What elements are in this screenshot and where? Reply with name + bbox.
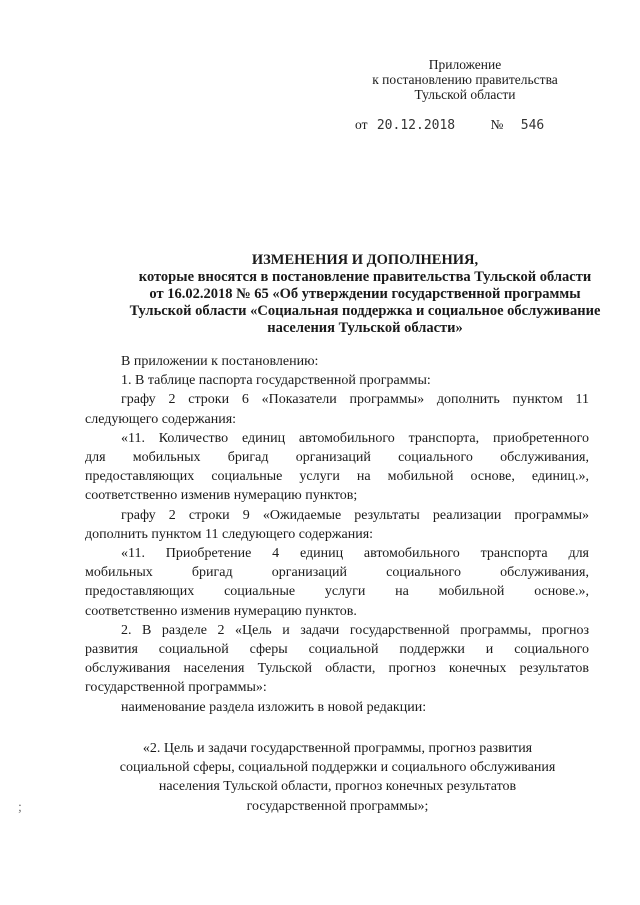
section-title-quote <box>90 739 585 816</box>
paragraph-4-line-3: предоставляющих социальные услуги на мобильной основе, единиц.», <box>85 469 589 485</box>
title-line-3: от 16.02.2018 № 65 «Об утверждении государственной программы <box>149 286 581 302</box>
document-date: 20.12.2018 <box>376 118 456 133</box>
paragraph-6-line-3: предоставляющих социальные услуги на мобильной основе.», <box>85 584 589 600</box>
paragraph-7-line-2: развития социальной сферы социальной поддержки и социального <box>85 642 589 658</box>
document-body <box>85 352 589 717</box>
document-number: 546 <box>520 118 545 133</box>
paragraph-7-line-1: 2. В разделе 2 «Цель и задачи государственной программы, прогноз <box>121 622 589 638</box>
paragraph-8: наименование раздела изложить в новой редакции: <box>121 699 427 715</box>
appendix-header <box>340 57 590 102</box>
appendix-line-2: к постановлению правительства <box>372 72 558 87</box>
margin-mark: ; <box>18 800 22 815</box>
title-line-5: населения Тульской области» <box>267 320 463 336</box>
number-sign: № <box>490 117 504 132</box>
title-line-2: которые вносятся в постановление правительства Тульской области <box>138 269 592 285</box>
paragraph-4-line-1: «11. Количество единиц автомобильного транспорта, приобретенного <box>121 430 589 446</box>
quote-line-1: «2. Цель и задачи государственной программы, прогноз развития <box>142 741 533 756</box>
quote-line-2: социальной сферы, социальной поддержки и социального обслуживания <box>119 760 556 776</box>
date-number-line <box>355 117 544 133</box>
paragraph-7-line-3: обслуживания населения Тульской области, прогноз конечных результатов <box>85 661 589 677</box>
paragraph-7-line-4: государственной программы»: <box>85 680 267 696</box>
quote-line-3: населения Тульской области, прогноз конечных результатов <box>158 779 517 795</box>
paragraph-6-line-4: соответственно изменив нумерацию пунктов. <box>85 603 357 619</box>
document-title <box>60 252 640 337</box>
paragraph-6-line-2: мобильных бригад организаций социального обслуживания, <box>85 565 589 581</box>
appendix-line-3: Тульской области <box>414 87 516 102</box>
paragraph-5-line-2: дополнить пунктом 11 следующего содержания: <box>85 526 374 542</box>
title-line-4: Тульской области «Социальная поддержка и социальное обслуживание <box>129 303 601 319</box>
paragraph-2: 1. В таблице паспорта государственной программы: <box>121 373 431 389</box>
date-prefix: от <box>355 117 368 132</box>
appendix-line-1: Приложение <box>428 57 502 72</box>
paragraph-6-line-1: «11. Приобретение 4 единиц автомобильного транспорта для <box>121 546 589 562</box>
paragraph-4-line-4: соответственно изменив нумерацию пунктов; <box>85 488 358 504</box>
paragraph-4-line-2: для мобильных бригад организаций социального обслуживания, <box>85 450 589 466</box>
paragraph-3-line-1: графу 2 строки 6 «Показатели программы» дополнить пунктом 11 <box>121 392 589 408</box>
quote-line-4: государственной программы»; <box>246 798 429 814</box>
title-line-1: ИЗМЕНЕНИЯ И ДОПОЛНЕНИЯ, <box>251 252 479 268</box>
paragraph-5-line-1: графу 2 строки 9 «Ожидаемые результаты реализации программы» <box>121 507 589 523</box>
paragraph-1: В приложении к постановлению: <box>121 354 319 369</box>
paragraph-3-line-2: следующего содержания: <box>85 411 237 427</box>
